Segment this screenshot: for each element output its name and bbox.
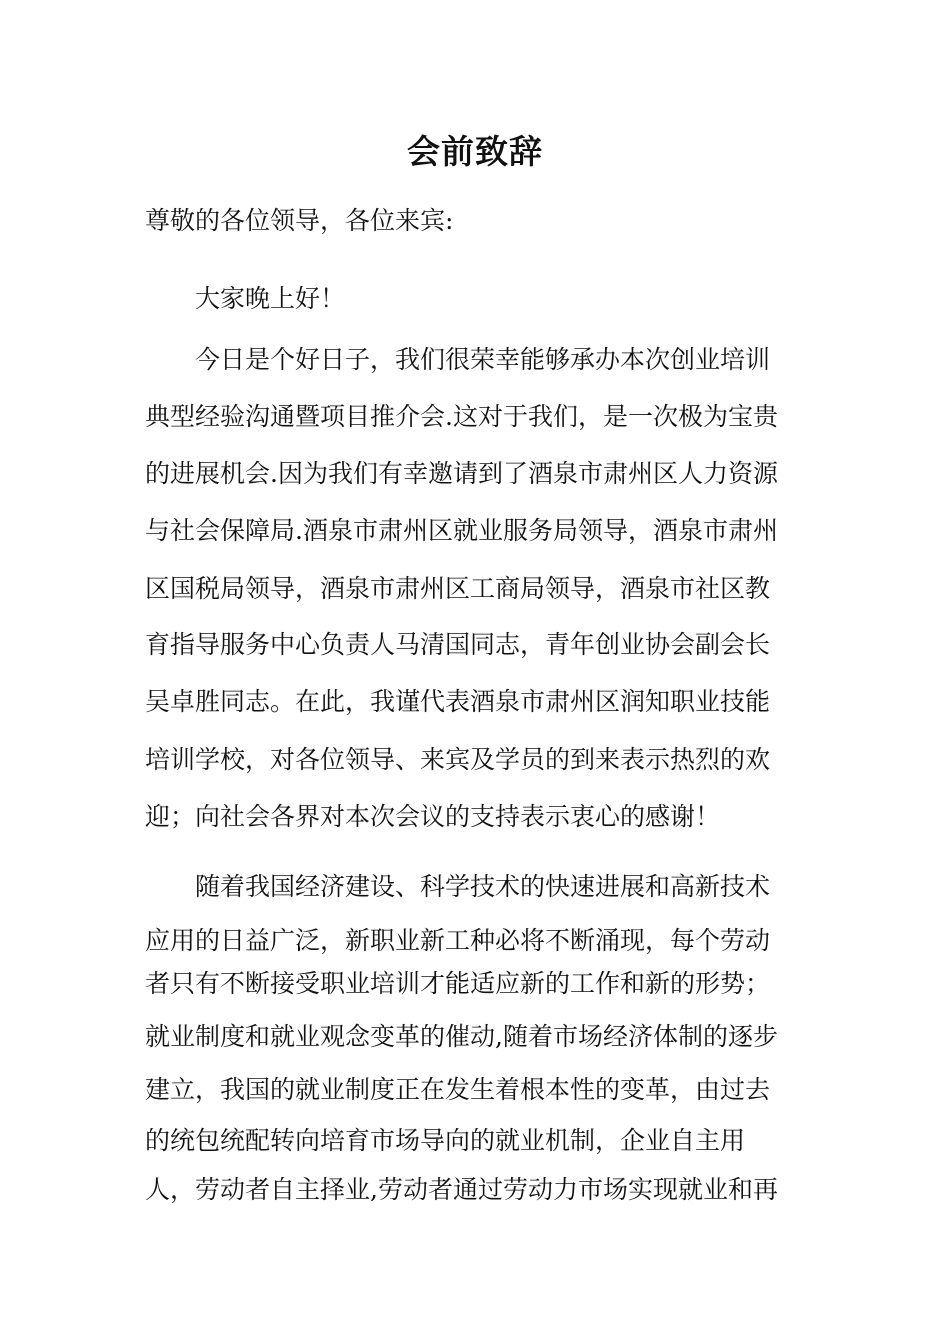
paragraph-line: 今日是个好日子，我们很荣幸能够承办本次创业培训 <box>195 345 771 374</box>
paragraph-line: 人，劳动者自主择业,劳动者通过劳动力市场实现就业和再 <box>145 1175 778 1204</box>
paragraph-line: 吴卓胜同志。在此，我谨代表酒泉市肃州区润知职业技能 <box>145 687 771 716</box>
paragraph-line: 与社会保障局.酒泉市肃州区就业服务局领导，酒泉市肃州 <box>145 516 778 545</box>
paragraph-line: 的统包统配转向培育市场导向的就业机制，企业自主用 <box>145 1126 746 1155</box>
paragraph-line: 典型经验沟通暨项目推介会.这对于我们，是一次极为宝贵 <box>145 402 778 431</box>
paragraph-line: 应用的日益广泛，新职业新工种必将不断涌现，每个劳动 <box>145 926 771 955</box>
paragraph-line: 者只有不断接受职业培训才能适应新的工作和新的形势； <box>145 969 771 998</box>
paragraph-line: 区国税局领导，酒泉市肃州区工商局领导，酒泉市社区教 <box>145 574 771 603</box>
paragraph-line: 迎；向社会各界对本次会议的支持表示衷心的感谢！ <box>145 802 721 831</box>
paragraph-line: 建立，我国的就业制度正在发生着根本性的变革，由过去 <box>145 1075 771 1104</box>
paragraph-line: 的进展机会.因为我们有幸邀请到了酒泉市肃州区人力资源 <box>145 459 778 488</box>
paragraph-line: 育指导服务中心负责人马清国同志，青年创业协会副会长 <box>145 630 771 659</box>
paragraph-line: 就业制度和就业观念变革的催动,随着市场经济体制的逐步 <box>145 1022 778 1051</box>
paragraph-line: 培训学校，对各位领导、来宾及学员的到来表示热烈的欢 <box>145 745 771 774</box>
paragraph-line: 大家晚上好！ <box>195 284 346 313</box>
document-title: 会前致辞 <box>407 132 543 171</box>
salutation: 尊敬的各位领导，各位来宾: <box>145 206 454 235</box>
paragraph-line: 随着我国经济建设、科学技术的快速进展和高新技术 <box>195 872 771 901</box>
